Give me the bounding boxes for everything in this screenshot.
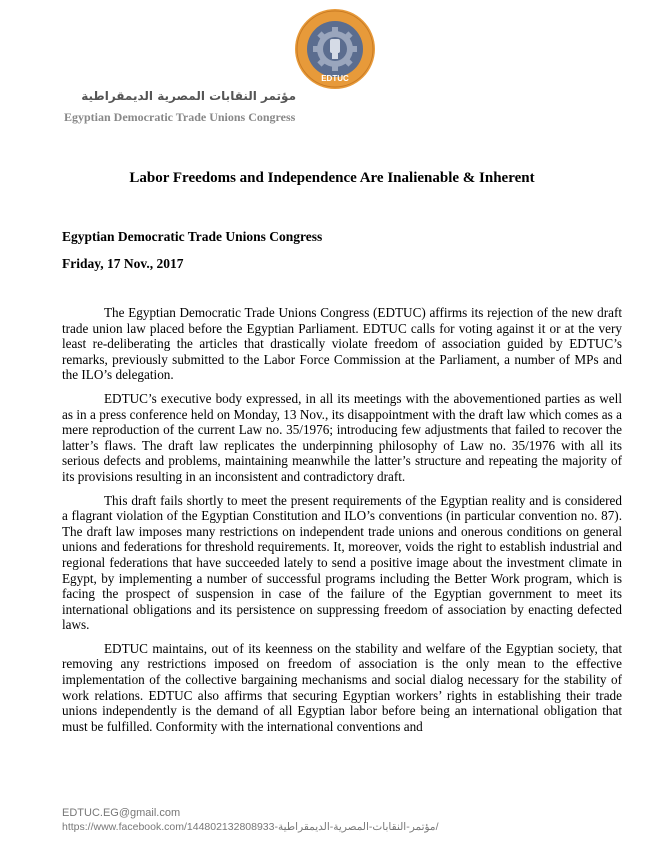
paragraph: EDTUC’s executive body expressed, in all its meetings with the abovementioned parties as well as in a press conference held on Monday, 13 Nov., its disappointment with the draft law which comes as a mere reproduction of the current Law no. 35/1976; introducing few adjustments that failed to recover the latter’s flaws. The draft law replicates the underpinning philosophy of Law no. 35/1976 with all its serious defects and problems, maintaining meanwhile the latter’s structure and repeating the majority of its provisions resulting in an inconsistent and contradictory draft. (62, 390, 622, 484)
footer-facebook-link[interactable]: https://www.facebook.com/مؤتمر-النقابات-المصرية-الديمقراطية-144802132808933/ (62, 821, 439, 833)
paragraph: EDTUC maintains, out of its keenness on the stability and welfare of the Egyptian society, that removing any restrictions imposed on freedom of association is the only mean to the effective implementation of the collective bargaining mechanisms and social dialog necessary for the stability of work relations. EDTUC also affirms that securing Egyptian workers’ rights in establishing their trade unions independently is the demand of all Egyptian labor before being an international obligation that must be fulfilled. Conformity with the international conventions and (62, 640, 622, 734)
document-byline: Egyptian Democratic Trade Unions Congress (62, 229, 323, 244)
logo-text: EDTUC (321, 74, 349, 83)
paragraph: This draft fails shortly to meet the present requirements of the Egyptian reality and is considered a flagrant violation of the Egyptian Constitution and ILO’s conventions (in particular convention no. 87). The draft law imposes many restrictions on independent trade unions and onerous conditions on general unions and federations for threshold requirements. It, moreover, voids the right to establish industrial and regional federations that have succeeded lately to send a positive image about the investment climate in Egypt, by implementing a number of successful programs including the Better Work program, which is facing the prospect of suspension in case of the failure of the Egyptian government to meet its international obligations and its persistence on suppressing freedom of association by enacting defected laws. (62, 492, 622, 633)
document-title: Labor Freedoms and Independence Are Inalienable & Inherent (129, 170, 535, 186)
paragraph: The Egyptian Democratic Trade Unions Congress (EDTUC) affirms its rejection of the new draft trade union law placed before the Egyptian Parliament. EDTUC calls for voting against it or at the very least re-deliberating the articles that drastically violate freedom of association guided by EDTUC’s remarks, previously submitted to the Labor Force Commission at the Parliament, a number of MPs and the ILO’s delegation. (62, 305, 622, 383)
edtuc-logo (294, 8, 376, 90)
org-name-arabic: مؤتمر النقابات المصرية الديمقراطية (81, 89, 296, 103)
footer-email-link[interactable]: EDTUC.EG@gmail.com (62, 807, 181, 819)
document-body (62, 305, 622, 742)
document-date: Friday, 17 Nov., 2017 (62, 256, 184, 271)
org-name-english: Egyptian Democratic Trade Unions Congress (64, 110, 296, 124)
